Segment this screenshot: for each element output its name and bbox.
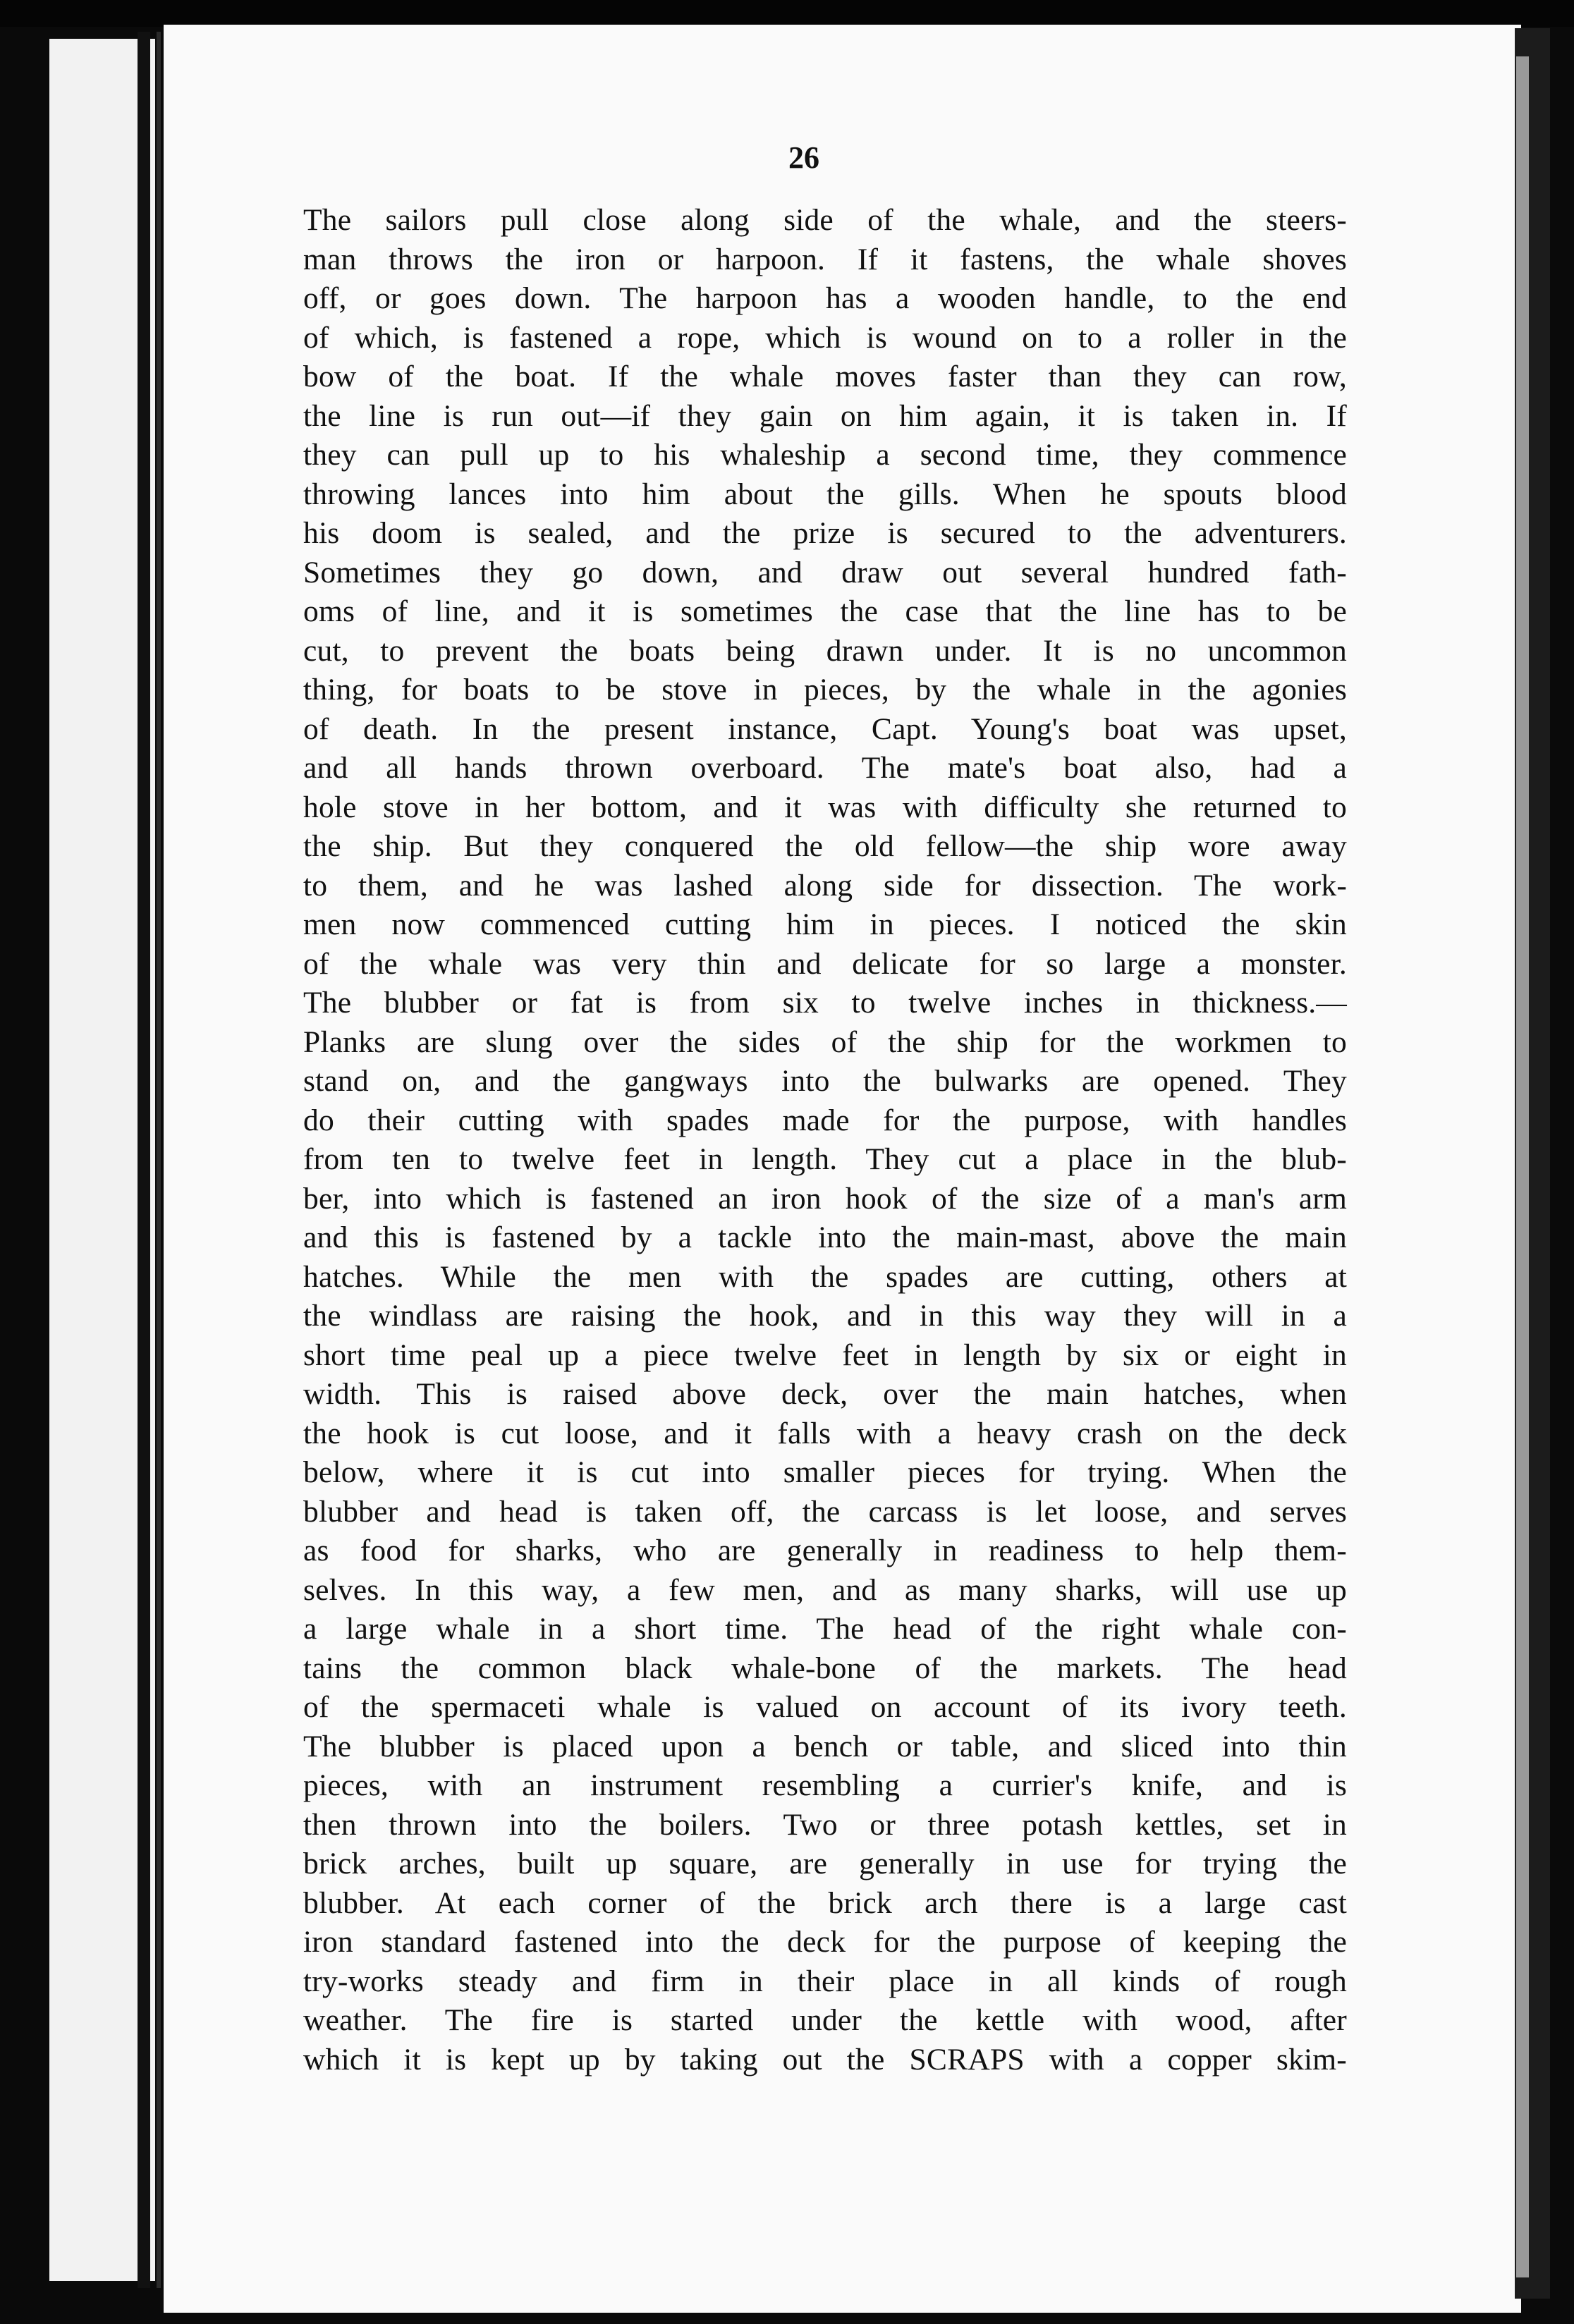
text-line: bow of the boat. If the whale moves faster than they can row,	[303, 360, 1347, 393]
text-line: pieces, with an instrument resembling a currier's knife, and is	[303, 1768, 1347, 1802]
text-line: of death. In the present instance, Capt. Young's boat was upset,	[303, 711, 1347, 746]
text-line: width. This is raised above deck, over the main hatches, when	[303, 1377, 1347, 1411]
text-line: of the spermaceti whale is valued on account of its ivory teeth.	[303, 1690, 1347, 1724]
text-line: selves. In this way, a few men, and as many sharks, will use up	[303, 1572, 1347, 1607]
text-line: The blubber is placed upon a bench or table, and sliced into thin	[303, 1729, 1347, 1763]
text-line: men now commenced cutting him in pieces. I noticed the skin	[303, 907, 1347, 941]
text-line: as food for sharks, who are generally in readiness to help them-	[303, 1534, 1347, 1567]
text-line: and all hands thrown overboard. The mate's boat also, had a	[303, 751, 1347, 785]
text-line: to them, and he was lashed along side for dissection. The work-	[303, 868, 1347, 903]
text-line: iron standard fastened into the deck for the purpose of keeping the	[303, 1925, 1347, 1959]
text-line: the ship. But they conquered the old fellow—the ship wore away	[303, 829, 1347, 863]
page-number: 26	[788, 140, 819, 175]
text-line: blubber and head is taken off, the carcass is let loose, and serves	[303, 1494, 1347, 1529]
text-line: blubber. At each corner of the brick arch there is a large cast	[303, 1885, 1347, 1920]
text-line: Planks are slung over the sides of the ship for the workmen to	[303, 1025, 1347, 1059]
text-line: man throws the iron or harpoon. If it fastens, the whale shoves	[303, 242, 1347, 276]
text-line: hatches. While the men with the spades are cutting, others at	[303, 1259, 1347, 1294]
text-line: weather. The fire is started under the kettle with wood, after	[303, 2003, 1347, 2037]
text-line: the line is run out—if they gain on him again, it is taken in. If	[303, 398, 1347, 433]
text-line: do their cutting with spades made for the purpose, with handles	[303, 1103, 1347, 1137]
text-line: Sometimes they go down, and draw out several hundred fath-	[303, 555, 1347, 589]
text-line: they can pull up to his whaleship a second time, they commence	[303, 438, 1347, 472]
text-line: which it is kept up by taking out the SCRAPS with a copper skim-	[303, 2042, 1347, 2077]
text-line: from ten to twelve feet in length. They cut a place in the blub-	[303, 1142, 1347, 1176]
text-line: off, or goes down. The harpoon has a wooden handle, to the end	[303, 281, 1347, 315]
text-line: tains the common black whale-bone of the markets. The head	[303, 1651, 1347, 1685]
text-line: short time peal up a piece twelve feet in length by six or eight in	[303, 1338, 1347, 1372]
text-line: hole stove in her bottom, and it was with difficulty she returned to	[303, 790, 1347, 824]
text-line: throwing lances into him about the gills. When he spouts blood	[303, 477, 1347, 511]
text-line: stand on, and the gangways into the bulwarks are opened. They	[303, 1064, 1347, 1098]
text-line: and this is fastened by a tackle into the main-mast, above the main	[303, 1221, 1347, 1254]
text-line: the hook is cut loose, and it falls with a heavy crash on the deck	[303, 1416, 1347, 1450]
text-line: below, where it is cut into smaller pieces for trying. When the	[303, 1455, 1347, 1489]
text-line: The sailors pull close along side of the whale, and the steers-	[303, 203, 1347, 237]
body-paragraph	[303, 201, 1347, 2079]
book-binding-gutter	[138, 32, 150, 2288]
text-line: ber, into which is fastened an iron hook of the size of a man's arm	[303, 1181, 1347, 1216]
book-binding-shadow	[157, 32, 161, 2288]
text-line: The blubber or fat is from six to twelve inches in thickness.—	[303, 986, 1347, 1020]
text-line: oms of line, and it is sometimes the case that the line has to be	[303, 594, 1347, 628]
text-line: then thrown into the boilers. Two or three potash kettles, set in	[303, 1807, 1347, 1842]
text-line: cut, to prevent the boats being drawn under. It is no uncommon	[303, 633, 1347, 668]
text-line: try-works steady and firm in their place in all kinds of rough	[303, 1964, 1347, 1998]
text-line: his doom is sealed, and the prize is secured to the adventurers.	[303, 516, 1347, 550]
text-line: of which, is fastened a rope, which is wound on to a roller in the	[303, 320, 1347, 355]
text-line: brick arches, built up square, are generally in use for trying the	[303, 1847, 1347, 1880]
text-line: the windlass are raising the hook, and in this way they will in a	[303, 1299, 1347, 1333]
page-edge-highlight	[1516, 56, 1529, 2277]
text-line: a large whale in a short time. The head of the right whale con-	[303, 1612, 1347, 1646]
scan-top-edge	[0, 0, 1574, 27]
text-line: thing, for boats to be stove in pieces, by the whale in the agonies	[303, 673, 1347, 707]
text-line: of the whale was very thin and delicate for so large a monster.	[303, 946, 1347, 981]
